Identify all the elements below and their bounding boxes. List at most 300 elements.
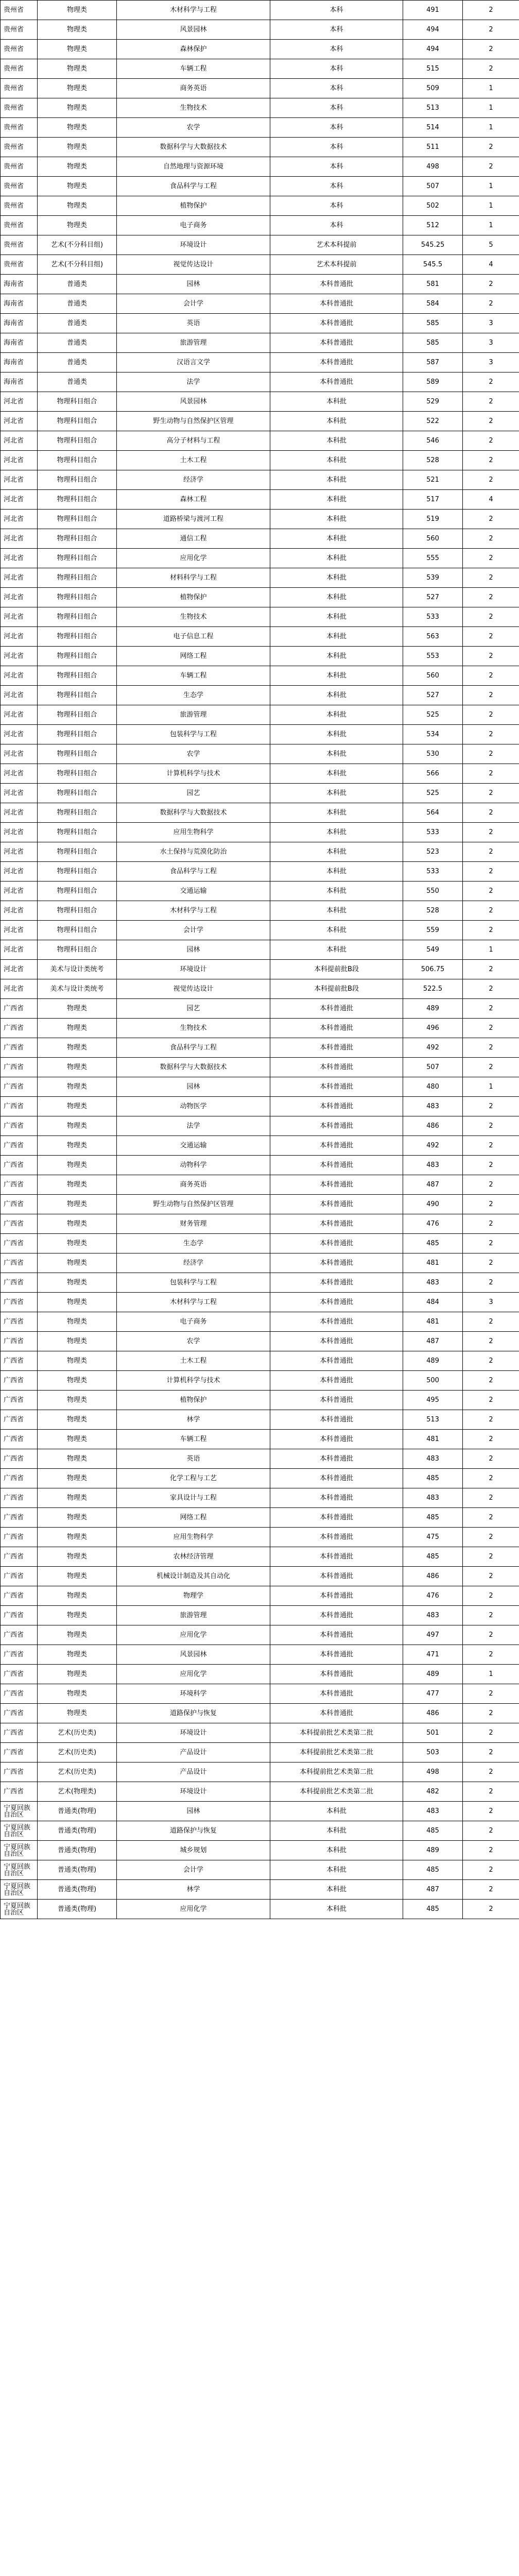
table-row — [1, 1743, 519, 1762]
province-cell: 河北省 — [1, 901, 38, 921]
table-row — [1, 314, 519, 333]
enrollment-count-cell: 2 — [463, 294, 519, 314]
batch-cell: 本科批 — [270, 568, 403, 588]
batch-cell: 本科普通批 — [270, 1469, 403, 1488]
subject-category-cell: 物理类 — [38, 20, 117, 40]
batch-cell: 本科 — [270, 138, 403, 157]
table-row — [1, 921, 519, 940]
min-score-cell: 483 — [403, 1273, 463, 1293]
major-cell: 视觉传达设计 — [117, 979, 270, 999]
province-cell: 贵州省 — [1, 40, 38, 59]
major-cell: 英语 — [117, 1449, 270, 1469]
min-score-cell: 519 — [403, 510, 463, 529]
min-score-cell: 487 — [403, 1175, 463, 1195]
enrollment-count-cell: 2 — [463, 1116, 519, 1136]
major-cell: 应用化学 — [117, 549, 270, 568]
min-score-cell: 489 — [403, 999, 463, 1019]
table-row — [1, 647, 519, 666]
province-cell: 河北省 — [1, 451, 38, 470]
subject-category-cell: 物理科目组合 — [38, 901, 117, 921]
min-score-cell: 587 — [403, 353, 463, 372]
min-score-cell: 495 — [403, 1391, 463, 1410]
province-cell: 海南省 — [1, 372, 38, 392]
batch-cell: 本科普通批 — [270, 314, 403, 333]
enrollment-count-cell: 2 — [463, 588, 519, 607]
batch-cell: 本科普通批 — [270, 1156, 403, 1175]
subject-category-cell: 普通类 — [38, 314, 117, 333]
batch-cell: 本科批 — [270, 784, 403, 803]
table-row — [1, 940, 519, 960]
province-cell: 广西省 — [1, 1430, 38, 1449]
subject-category-cell: 物理类 — [38, 1351, 117, 1371]
province-cell: 广西省 — [1, 1449, 38, 1469]
province-cell: 河北省 — [1, 431, 38, 451]
enrollment-count-cell: 1 — [463, 1077, 519, 1097]
subject-category-cell: 物理科目组合 — [38, 568, 117, 588]
province-cell: 贵州省 — [1, 118, 38, 138]
subject-category-cell: 美术与设计类统考 — [38, 979, 117, 999]
batch-cell: 本科普通批 — [270, 1645, 403, 1665]
batch-cell: 本科普通批 — [270, 294, 403, 314]
major-cell: 野生动物与自然保护区管理 — [117, 412, 270, 431]
subject-category-cell: 物理类 — [38, 999, 117, 1019]
batch-cell: 本科普通批 — [270, 1625, 403, 1645]
subject-category-cell: 物理科目组合 — [38, 470, 117, 490]
subject-category-cell: 物理类 — [38, 1136, 117, 1156]
min-score-cell: 509 — [403, 79, 463, 98]
subject-category-cell: 物理科目组合 — [38, 647, 117, 666]
province-cell: 贵州省 — [1, 235, 38, 255]
province-cell: 河北省 — [1, 744, 38, 764]
table-row — [1, 98, 519, 118]
enrollment-count-cell: 2 — [463, 1351, 519, 1371]
province-cell: 海南省 — [1, 275, 38, 294]
major-cell: 道路保护与恢复 — [117, 1821, 270, 1841]
major-cell: 生物技术 — [117, 98, 270, 118]
province-cell: 广西省 — [1, 1762, 38, 1782]
batch-cell: 本科批 — [270, 431, 403, 451]
batch-cell: 本科普通批 — [270, 1704, 403, 1723]
major-cell: 应用化学 — [117, 1900, 270, 1919]
province-cell: 广西省 — [1, 1625, 38, 1645]
min-score-cell: 477 — [403, 1684, 463, 1704]
min-score-cell: 485 — [403, 1469, 463, 1488]
batch-cell: 本科批 — [270, 686, 403, 705]
province-cell: 河北省 — [1, 823, 38, 842]
min-score-cell: 484 — [403, 1293, 463, 1312]
batch-cell: 本科普通批 — [270, 1332, 403, 1351]
major-cell: 电子商务 — [117, 216, 270, 235]
enrollment-count-cell: 2 — [463, 1234, 519, 1253]
province-cell: 广西省 — [1, 1097, 38, 1116]
subject-category-cell: 物理类 — [38, 1684, 117, 1704]
batch-cell: 本科 — [270, 40, 403, 59]
enrollment-count-cell: 1 — [463, 98, 519, 118]
subject-category-cell: 物理类 — [38, 118, 117, 138]
min-score-cell: 512 — [403, 216, 463, 235]
major-cell: 包装科学与工程 — [117, 725, 270, 744]
major-cell: 车辆工程 — [117, 1430, 270, 1449]
major-cell: 园林 — [117, 1802, 270, 1821]
table-row — [1, 510, 519, 529]
major-cell: 电子信息工程 — [117, 627, 270, 647]
province-cell: 宁夏回族自治区 — [1, 1802, 38, 1821]
subject-category-cell: 物理科目组合 — [38, 490, 117, 510]
min-score-cell: 500 — [403, 1371, 463, 1391]
province-cell: 河北省 — [1, 666, 38, 686]
subject-category-cell: 物理科目组合 — [38, 940, 117, 960]
major-cell: 动物科学 — [117, 1156, 270, 1175]
province-cell: 贵州省 — [1, 157, 38, 177]
province-cell: 广西省 — [1, 1469, 38, 1488]
batch-cell: 本科批 — [270, 549, 403, 568]
table-row — [1, 1684, 519, 1704]
province-cell: 河北省 — [1, 882, 38, 901]
min-score-cell: 513 — [403, 98, 463, 118]
province-cell: 广西省 — [1, 1547, 38, 1567]
enrollment-count-cell: 2 — [463, 1058, 519, 1077]
min-score-cell: 581 — [403, 275, 463, 294]
subject-category-cell: 艺术(物理类) — [38, 1782, 117, 1802]
subject-category-cell: 物理类 — [38, 1430, 117, 1449]
subject-category-cell: 物理科目组合 — [38, 744, 117, 764]
enrollment-count-cell: 2 — [463, 979, 519, 999]
table-row — [1, 1312, 519, 1332]
batch-cell: 本科普通批 — [270, 1195, 403, 1214]
enrollment-count-cell: 2 — [463, 1488, 519, 1508]
province-cell: 广西省 — [1, 1586, 38, 1606]
subject-category-cell: 普通类(物理) — [38, 1802, 117, 1821]
batch-cell: 本科 — [270, 59, 403, 79]
batch-cell: 本科普通批 — [270, 1665, 403, 1684]
subject-category-cell: 物理类 — [38, 1293, 117, 1312]
min-score-cell: 483 — [403, 1802, 463, 1821]
min-score-cell: 482 — [403, 1782, 463, 1802]
enrollment-count-cell: 2 — [463, 921, 519, 940]
enrollment-count-cell: 2 — [463, 138, 519, 157]
enrollment-count-cell: 2 — [463, 1645, 519, 1665]
subject-category-cell: 物理科目组合 — [38, 725, 117, 744]
province-cell: 宁夏回族自治区 — [1, 1900, 38, 1919]
enrollment-count-cell: 4 — [463, 490, 519, 510]
table-row — [1, 686, 519, 705]
subject-category-cell: 物理科目组合 — [38, 529, 117, 549]
enrollment-count-cell: 2 — [463, 1391, 519, 1410]
table-row — [1, 255, 519, 275]
province-cell: 河北省 — [1, 392, 38, 412]
major-cell: 农林经济管理 — [117, 1547, 270, 1567]
enrollment-count-cell: 2 — [463, 275, 519, 294]
major-cell: 道路保护与恢复 — [117, 1704, 270, 1723]
enrollment-count-cell: 2 — [463, 705, 519, 725]
province-cell: 河北省 — [1, 979, 38, 999]
batch-cell: 本科批 — [270, 882, 403, 901]
batch-cell: 本科批 — [270, 412, 403, 431]
table-row — [1, 1606, 519, 1625]
major-cell: 应用生物科学 — [117, 1528, 270, 1547]
province-cell: 河北省 — [1, 842, 38, 862]
batch-cell: 本科普通批 — [270, 333, 403, 353]
batch-cell: 本科 — [270, 196, 403, 216]
enrollment-count-cell: 2 — [463, 1508, 519, 1528]
subject-category-cell: 物理类 — [38, 138, 117, 157]
min-score-cell: 481 — [403, 1430, 463, 1449]
major-cell: 会计学 — [117, 921, 270, 940]
major-cell: 动物医学 — [117, 1097, 270, 1116]
province-cell: 贵州省 — [1, 1, 38, 20]
table-row — [1, 784, 519, 803]
min-score-cell: 498 — [403, 1762, 463, 1782]
enrollment-count-cell: 2 — [463, 999, 519, 1019]
table-row — [1, 1802, 519, 1821]
major-cell: 商务英语 — [117, 1175, 270, 1195]
province-cell: 河北省 — [1, 940, 38, 960]
enrollment-count-cell: 2 — [463, 1625, 519, 1645]
subject-category-cell: 物理科目组合 — [38, 842, 117, 862]
table-row — [1, 1058, 519, 1077]
major-cell: 环境设计 — [117, 235, 270, 255]
province-cell: 广西省 — [1, 1665, 38, 1684]
min-score-cell: 527 — [403, 686, 463, 705]
province-cell: 海南省 — [1, 333, 38, 353]
province-cell: 广西省 — [1, 1156, 38, 1175]
min-score-cell: 496 — [403, 1019, 463, 1038]
min-score-cell: 566 — [403, 764, 463, 784]
subject-category-cell: 物理类 — [38, 1606, 117, 1625]
min-score-cell: 490 — [403, 1195, 463, 1214]
batch-cell: 本科批 — [270, 510, 403, 529]
subject-category-cell: 物理科目组合 — [38, 607, 117, 627]
min-score-cell: 489 — [403, 1841, 463, 1860]
batch-cell: 本科批 — [270, 940, 403, 960]
enrollment-count-cell: 2 — [463, 59, 519, 79]
min-score-cell: 539 — [403, 568, 463, 588]
min-score-cell: 521 — [403, 470, 463, 490]
table-row — [1, 1019, 519, 1038]
batch-cell: 本科批 — [270, 744, 403, 764]
enrollment-count-cell: 2 — [463, 960, 519, 979]
table-row — [1, 1371, 519, 1391]
subject-category-cell: 物理科目组合 — [38, 764, 117, 784]
enrollment-count-cell: 2 — [463, 529, 519, 549]
enrollment-count-cell: 2 — [463, 20, 519, 40]
subject-category-cell: 物理类 — [38, 1097, 117, 1116]
batch-cell: 本科批 — [270, 529, 403, 549]
province-cell: 广西省 — [1, 1332, 38, 1351]
min-score-cell: 492 — [403, 1038, 463, 1058]
province-cell: 河北省 — [1, 549, 38, 568]
province-cell: 河北省 — [1, 510, 38, 529]
major-cell: 水土保持与荒漠化防治 — [117, 842, 270, 862]
enrollment-count-cell: 5 — [463, 235, 519, 255]
batch-cell: 本科普通批 — [270, 1684, 403, 1704]
enrollment-count-cell: 2 — [463, 1371, 519, 1391]
enrollment-count-cell: 2 — [463, 1136, 519, 1156]
province-cell: 广西省 — [1, 1684, 38, 1704]
enrollment-count-cell: 2 — [463, 470, 519, 490]
major-cell: 木材科学与工程 — [117, 1293, 270, 1312]
enrollment-count-cell: 2 — [463, 1214, 519, 1234]
table-row — [1, 725, 519, 744]
enrollment-count-cell: 2 — [463, 1782, 519, 1802]
enrollment-count-cell: 1 — [463, 118, 519, 138]
province-cell: 海南省 — [1, 314, 38, 333]
min-score-cell: 486 — [403, 1116, 463, 1136]
subject-category-cell: 物理科目组合 — [38, 412, 117, 431]
table-row — [1, 744, 519, 764]
province-cell: 贵州省 — [1, 177, 38, 196]
table-row — [1, 1528, 519, 1547]
table-row — [1, 1391, 519, 1410]
major-cell: 土木工程 — [117, 1351, 270, 1371]
min-score-cell: 476 — [403, 1586, 463, 1606]
subject-category-cell: 物理类 — [38, 1332, 117, 1351]
table-row — [1, 1175, 519, 1195]
table-row — [1, 1782, 519, 1802]
batch-cell: 艺术本科提前 — [270, 255, 403, 275]
province-cell: 贵州省 — [1, 59, 38, 79]
table-row — [1, 216, 519, 235]
min-score-cell: 529 — [403, 392, 463, 412]
table-row — [1, 1704, 519, 1723]
subject-category-cell: 物理类 — [38, 1625, 117, 1645]
major-cell: 商务英语 — [117, 79, 270, 98]
table-row — [1, 960, 519, 979]
table-row — [1, 1508, 519, 1528]
major-cell: 法学 — [117, 1116, 270, 1136]
min-score-cell: 533 — [403, 823, 463, 842]
table-row — [1, 1234, 519, 1253]
province-cell: 广西省 — [1, 1214, 38, 1234]
min-score-cell: 485 — [403, 1860, 463, 1880]
table-row — [1, 470, 519, 490]
enrollment-count-cell: 1 — [463, 216, 519, 235]
min-score-cell: 534 — [403, 725, 463, 744]
subject-category-cell: 物理类 — [38, 1234, 117, 1253]
table-row — [1, 901, 519, 921]
enrollment-count-cell: 2 — [463, 686, 519, 705]
min-score-cell: 589 — [403, 372, 463, 392]
subject-category-cell: 物理类 — [38, 1410, 117, 1430]
batch-cell: 艺术本科提前 — [270, 235, 403, 255]
batch-cell: 本科普通批 — [270, 1606, 403, 1625]
subject-category-cell: 物理类 — [38, 1528, 117, 1547]
min-score-cell: 523 — [403, 842, 463, 862]
min-score-cell: 511 — [403, 138, 463, 157]
table-row — [1, 333, 519, 353]
batch-cell: 本科普通批 — [270, 372, 403, 392]
min-score-cell: 483 — [403, 1606, 463, 1625]
batch-cell: 本科批 — [270, 842, 403, 862]
major-cell: 环境科学 — [117, 1684, 270, 1704]
province-cell: 广西省 — [1, 999, 38, 1019]
province-cell: 河北省 — [1, 803, 38, 823]
subject-category-cell: 物理类 — [38, 1508, 117, 1528]
enrollment-count-cell: 2 — [463, 40, 519, 59]
major-cell: 数据科学与大数据技术 — [117, 138, 270, 157]
enrollment-count-cell: 2 — [463, 647, 519, 666]
province-cell: 广西省 — [1, 1528, 38, 1547]
min-score-cell: 564 — [403, 803, 463, 823]
min-score-cell: 483 — [403, 1156, 463, 1175]
min-score-cell: 513 — [403, 1410, 463, 1430]
major-cell: 道路桥梁与渡河工程 — [117, 510, 270, 529]
subject-category-cell: 物理类 — [38, 1567, 117, 1586]
enrollment-count-cell: 2 — [463, 1684, 519, 1704]
min-score-cell: 545.5 — [403, 255, 463, 275]
table-row — [1, 59, 519, 79]
enrollment-count-cell: 2 — [463, 1312, 519, 1332]
subject-category-cell: 物理类 — [38, 59, 117, 79]
table-row — [1, 294, 519, 314]
subject-category-cell: 物理类 — [38, 1488, 117, 1508]
province-cell: 海南省 — [1, 353, 38, 372]
batch-cell: 本科普通批 — [270, 1586, 403, 1606]
batch-cell: 本科批 — [270, 470, 403, 490]
province-cell: 贵州省 — [1, 138, 38, 157]
batch-cell: 本科批 — [270, 725, 403, 744]
batch-cell: 本科普通批 — [270, 275, 403, 294]
subject-category-cell: 艺术(历史类) — [38, 1723, 117, 1743]
subject-category-cell: 物理科目组合 — [38, 627, 117, 647]
subject-category-cell: 普通类(物理) — [38, 1841, 117, 1860]
min-score-cell: 483 — [403, 1488, 463, 1508]
enrollment-count-cell: 2 — [463, 392, 519, 412]
subject-category-cell: 物理科目组合 — [38, 451, 117, 470]
subject-category-cell: 物理类 — [38, 1312, 117, 1332]
table-row — [1, 1136, 519, 1156]
subject-category-cell: 艺术(历史类) — [38, 1743, 117, 1762]
major-cell: 木材科学与工程 — [117, 901, 270, 921]
table-row — [1, 803, 519, 823]
enrollment-count-cell: 2 — [463, 1606, 519, 1625]
major-cell: 网络工程 — [117, 1508, 270, 1528]
min-score-cell: 533 — [403, 862, 463, 882]
table-row — [1, 1, 519, 20]
table-row — [1, 1645, 519, 1665]
min-score-cell: 585 — [403, 314, 463, 333]
province-cell: 广西省 — [1, 1195, 38, 1214]
table-row — [1, 1821, 519, 1841]
subject-category-cell: 物理科目组合 — [38, 705, 117, 725]
enrollment-count-cell: 1 — [463, 177, 519, 196]
province-cell: 河北省 — [1, 862, 38, 882]
subject-category-cell: 普通类(物理) — [38, 1900, 117, 1919]
min-score-cell: 545.25 — [403, 235, 463, 255]
province-cell: 河北省 — [1, 470, 38, 490]
table-row — [1, 412, 519, 431]
province-cell: 广西省 — [1, 1704, 38, 1723]
province-cell: 广西省 — [1, 1312, 38, 1332]
subject-category-cell: 物理类 — [38, 1665, 117, 1684]
subject-category-cell: 物理类 — [38, 1391, 117, 1410]
table-row — [1, 275, 519, 294]
major-cell: 交通运输 — [117, 1136, 270, 1156]
major-cell: 自然地理与资源环境 — [117, 157, 270, 177]
batch-cell: 本科批 — [270, 1900, 403, 1919]
table-row — [1, 451, 519, 470]
enrollment-count-cell: 2 — [463, 627, 519, 647]
province-cell: 河北省 — [1, 627, 38, 647]
table-row — [1, 138, 519, 157]
enrollment-count-cell: 2 — [463, 842, 519, 862]
min-score-cell: 560 — [403, 666, 463, 686]
province-cell: 河北省 — [1, 412, 38, 431]
batch-cell: 本科普通批 — [270, 1410, 403, 1430]
subject-category-cell: 艺术(不分科目组) — [38, 235, 117, 255]
table-row — [1, 157, 519, 177]
major-cell: 经济学 — [117, 470, 270, 490]
